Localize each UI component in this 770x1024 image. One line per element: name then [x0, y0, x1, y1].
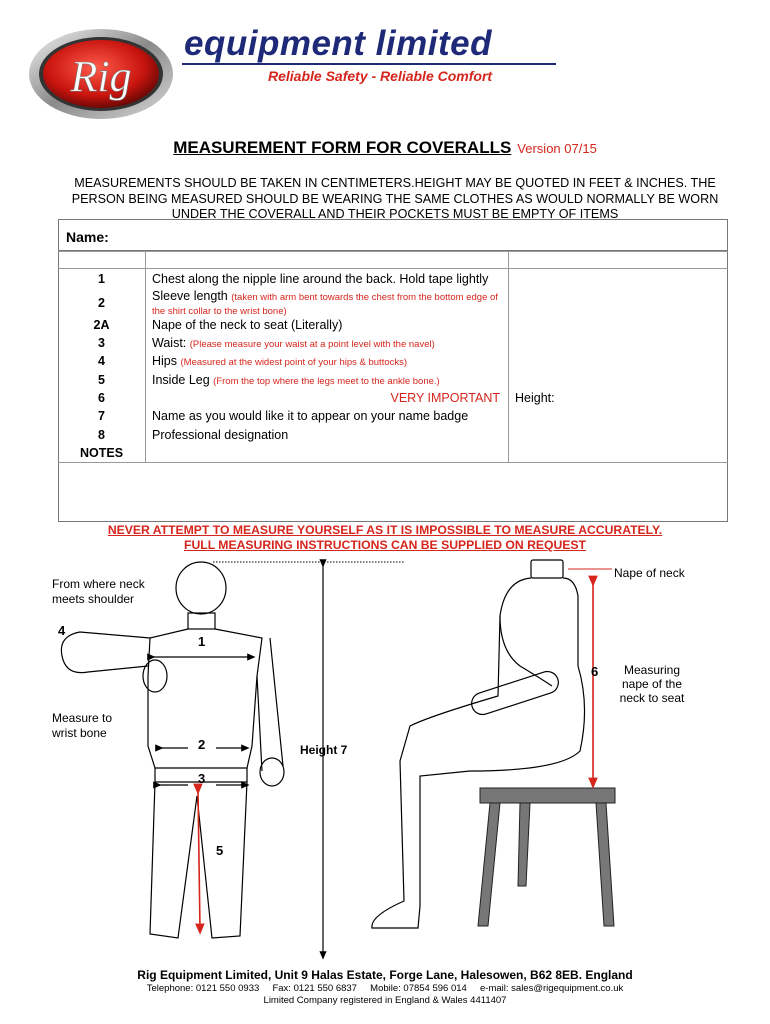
- height-field-label[interactable]: Height:: [515, 391, 555, 405]
- row-description[interactable]: Inside Leg (From the top where the legs meet to the ankle bone.): [152, 373, 440, 387]
- footer-registered: Limited Company registered in England & Wales 4411407: [263, 995, 507, 1006]
- row-number: 2A: [93, 318, 110, 332]
- row-description[interactable]: Sleeve length (taken with arm bent towards the chest from the bottom edge of the shirt collar to the wrist bone): [152, 289, 498, 317]
- notes-label: NOTES: [79, 446, 124, 460]
- seated-figure: [372, 560, 585, 928]
- footer-contact: Telephone: 0121 550 0933 Fax: 0121 550 6837 Mobile: 07854 596 014 e-mail: sales@rigequipment.co.uk: [146, 983, 624, 994]
- notes-field[interactable]: [58, 463, 728, 521]
- footer-address: Rig Equipment Limited, Unit 9 Halas Estate, Forge Lane, Halesowen, B62 8EB. England: [137, 968, 633, 982]
- marker-1: 1: [198, 634, 206, 649]
- intro-text: MEASUREMENTS SHOULD BE TAKEN IN CENTIMETERS.HEIGHT MAY BE QUOTED IN FEET & INCHES. THE PERSON BEING MEASURED SHOULD BE WEARING THE SAME CLOTHES AS WOULD NORMALLY BE WORN UNDER THE COVERALL AND THEIR POCKETS MUST BE EMPTY OF ITEMS: [71, 176, 719, 221]
- column-divider: [145, 251, 146, 463]
- shoulder-label: From where neck meets shoulder: [52, 577, 145, 606]
- name-label: Name:: [66, 229, 109, 245]
- row-description[interactable]: Chest along the nipple line around the back. Hold tape lightly: [152, 272, 489, 286]
- row-number: 3: [98, 336, 105, 350]
- row-number: 6: [98, 391, 105, 405]
- row-number: 5: [98, 373, 105, 387]
- version-label: Version 07/15: [517, 141, 597, 156]
- brand-tagline: Reliable Safety - Reliable Comfort: [268, 68, 493, 84]
- marker-2: 2: [198, 737, 206, 752]
- row-number: 7: [98, 409, 105, 423]
- row-divider: [58, 251, 728, 252]
- row-number: 2: [98, 296, 105, 310]
- row-divider: [58, 268, 728, 269]
- marker-3: 3: [198, 771, 206, 786]
- inside-leg-arrow: [198, 790, 200, 930]
- name-row[interactable]: [58, 219, 728, 251]
- form-title: MEASUREMENT FORM FOR COVERALLS: [173, 138, 512, 157]
- brand-divider: [182, 63, 556, 65]
- measurement-diagram: [0, 556, 770, 966]
- column-divider: [508, 251, 509, 463]
- warning-text: NEVER ATTEMPT TO MEASURE YOURSELF AS IT IS IMPOSSIBLE TO MEASURE ACCURATELY. FULL MEASURING INSTRUCTIONS CAN BE SUPPLIED ON REQUEST: [107, 523, 663, 552]
- svg-text:Rig: Rig: [70, 52, 132, 101]
- height-figure-label: Height 7: [300, 743, 348, 757]
- rig-logo: [28, 28, 174, 120]
- row-number: 8: [98, 428, 105, 442]
- nape-seat-label: Measuring nape of the neck to seat: [619, 663, 685, 705]
- row-description[interactable]: Nape of the neck to seat (Literally): [152, 318, 343, 332]
- row-description[interactable]: Waist: (Please measure your waist at a point level with the navel): [152, 336, 435, 350]
- row-description[interactable]: Professional designation: [152, 428, 289, 442]
- nape-label: Nape of neck: [614, 566, 685, 580]
- standing-figure: [61, 562, 284, 938]
- row-description[interactable]: Name as you would like it to appear on your name badge: [152, 409, 469, 423]
- wrist-label: Measure to wrist bone: [52, 711, 113, 740]
- page-title: [0, 138, 770, 158]
- very-important-label: VERY IMPORTANT: [390, 391, 500, 405]
- row-description[interactable]: Hips (Measured at the widest point of your hips & buttocks): [152, 354, 408, 368]
- marker-6: 6: [591, 664, 599, 679]
- marker-4: 4: [58, 623, 66, 638]
- chair: [478, 788, 615, 926]
- row-number: 1: [98, 272, 105, 286]
- marker-5: 5: [216, 843, 224, 858]
- row-number: 4: [98, 354, 105, 368]
- brand-name: equipment limited: [184, 24, 492, 63]
